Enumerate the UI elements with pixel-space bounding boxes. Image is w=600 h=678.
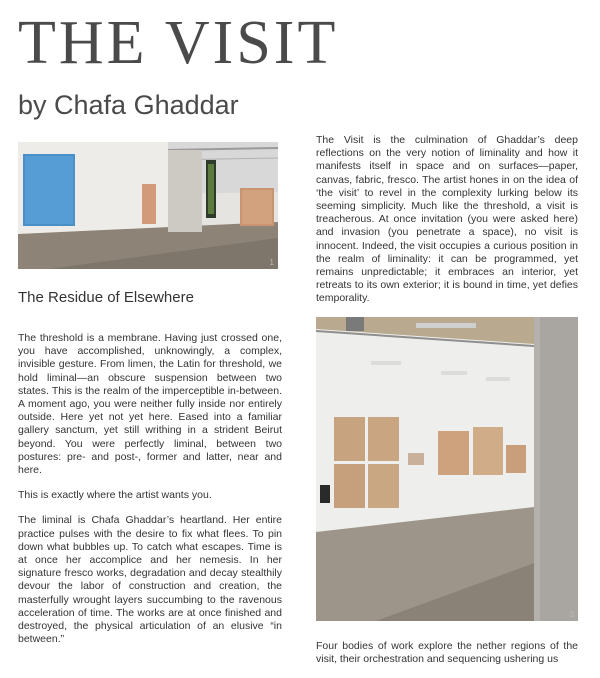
left-column-text — [18, 332, 282, 658]
right-column-bottom-text — [316, 640, 578, 678]
paragraph: Four bodies of work explore the nether regions of the visit, their orchestration and sequencing ushering us — [316, 640, 578, 666]
paragraph: The threshold is a membrane. Having just crossed one, you have accomplished, unknowingly, a complex, invisible gesture. From limen, the Latin for threshold, we hold liminal—an obscure suspension between two states. This is the realm of the imperceptible in-between. A moment ago, you were neither fully inside nor entirely outside. Here yet not yet here. Eased into a familiar gallery sanctum, yet still writhing in a strident Beirut beyond. You were perfectly liminal, between two postures: pre- and post-, former and latter, near and here. — [18, 332, 282, 477]
right-column-text — [316, 134, 578, 318]
paragraph: The Visit is the culmination of Ghaddar’s deep reflections on the very notion of liminality and how it manifests itself in space and on surfaces—paper, canvas, fabric, fresco. The artist hones in on the idea of ‘the visit’ to revel in the complexity lurking below its seeming simplicity. Much like the threshold, a visit is treacherous. At once invitation (you were asked here) and invasion (you penetrate a space), no visit is innocent. Indeed, the visit occupies a curious position in the realm of liminality: it can be programmed, yet remains unpredictable; it embraces an interior, yet retreats to its own exterior; it is bound in time, yet defies temporality. — [316, 134, 578, 305]
article-title: THE VISIT — [18, 9, 339, 77]
paragraph: The liminal is Chafa Ghaddar’s heartland. Her entire practice pulses with the desire to fix what flees. To pin down what bubbles up. To catch what escapes. Time is at once her accomplice and her nemesis. In her signature fresco works, degradation and decay stealthily devour the labor of construction and creation, the masterfully wrought layers succumbing to the ravenous acceleration of time. The works are at once finished and destroyed, the physical articulation of an elusive “in between.” — [18, 514, 282, 646]
gallery-photo-blue-painting — [18, 142, 278, 269]
paragraph: This is exactly where the artist wants you. — [18, 489, 212, 502]
section-heading: The Residue of Elsewhere — [18, 289, 194, 306]
article-byline: by Chafa Ghaddar — [18, 90, 239, 120]
gallery-photo-frescoes — [316, 317, 578, 621]
photo-number: 1 — [269, 258, 274, 267]
photo-number: 3 — [569, 610, 574, 619]
